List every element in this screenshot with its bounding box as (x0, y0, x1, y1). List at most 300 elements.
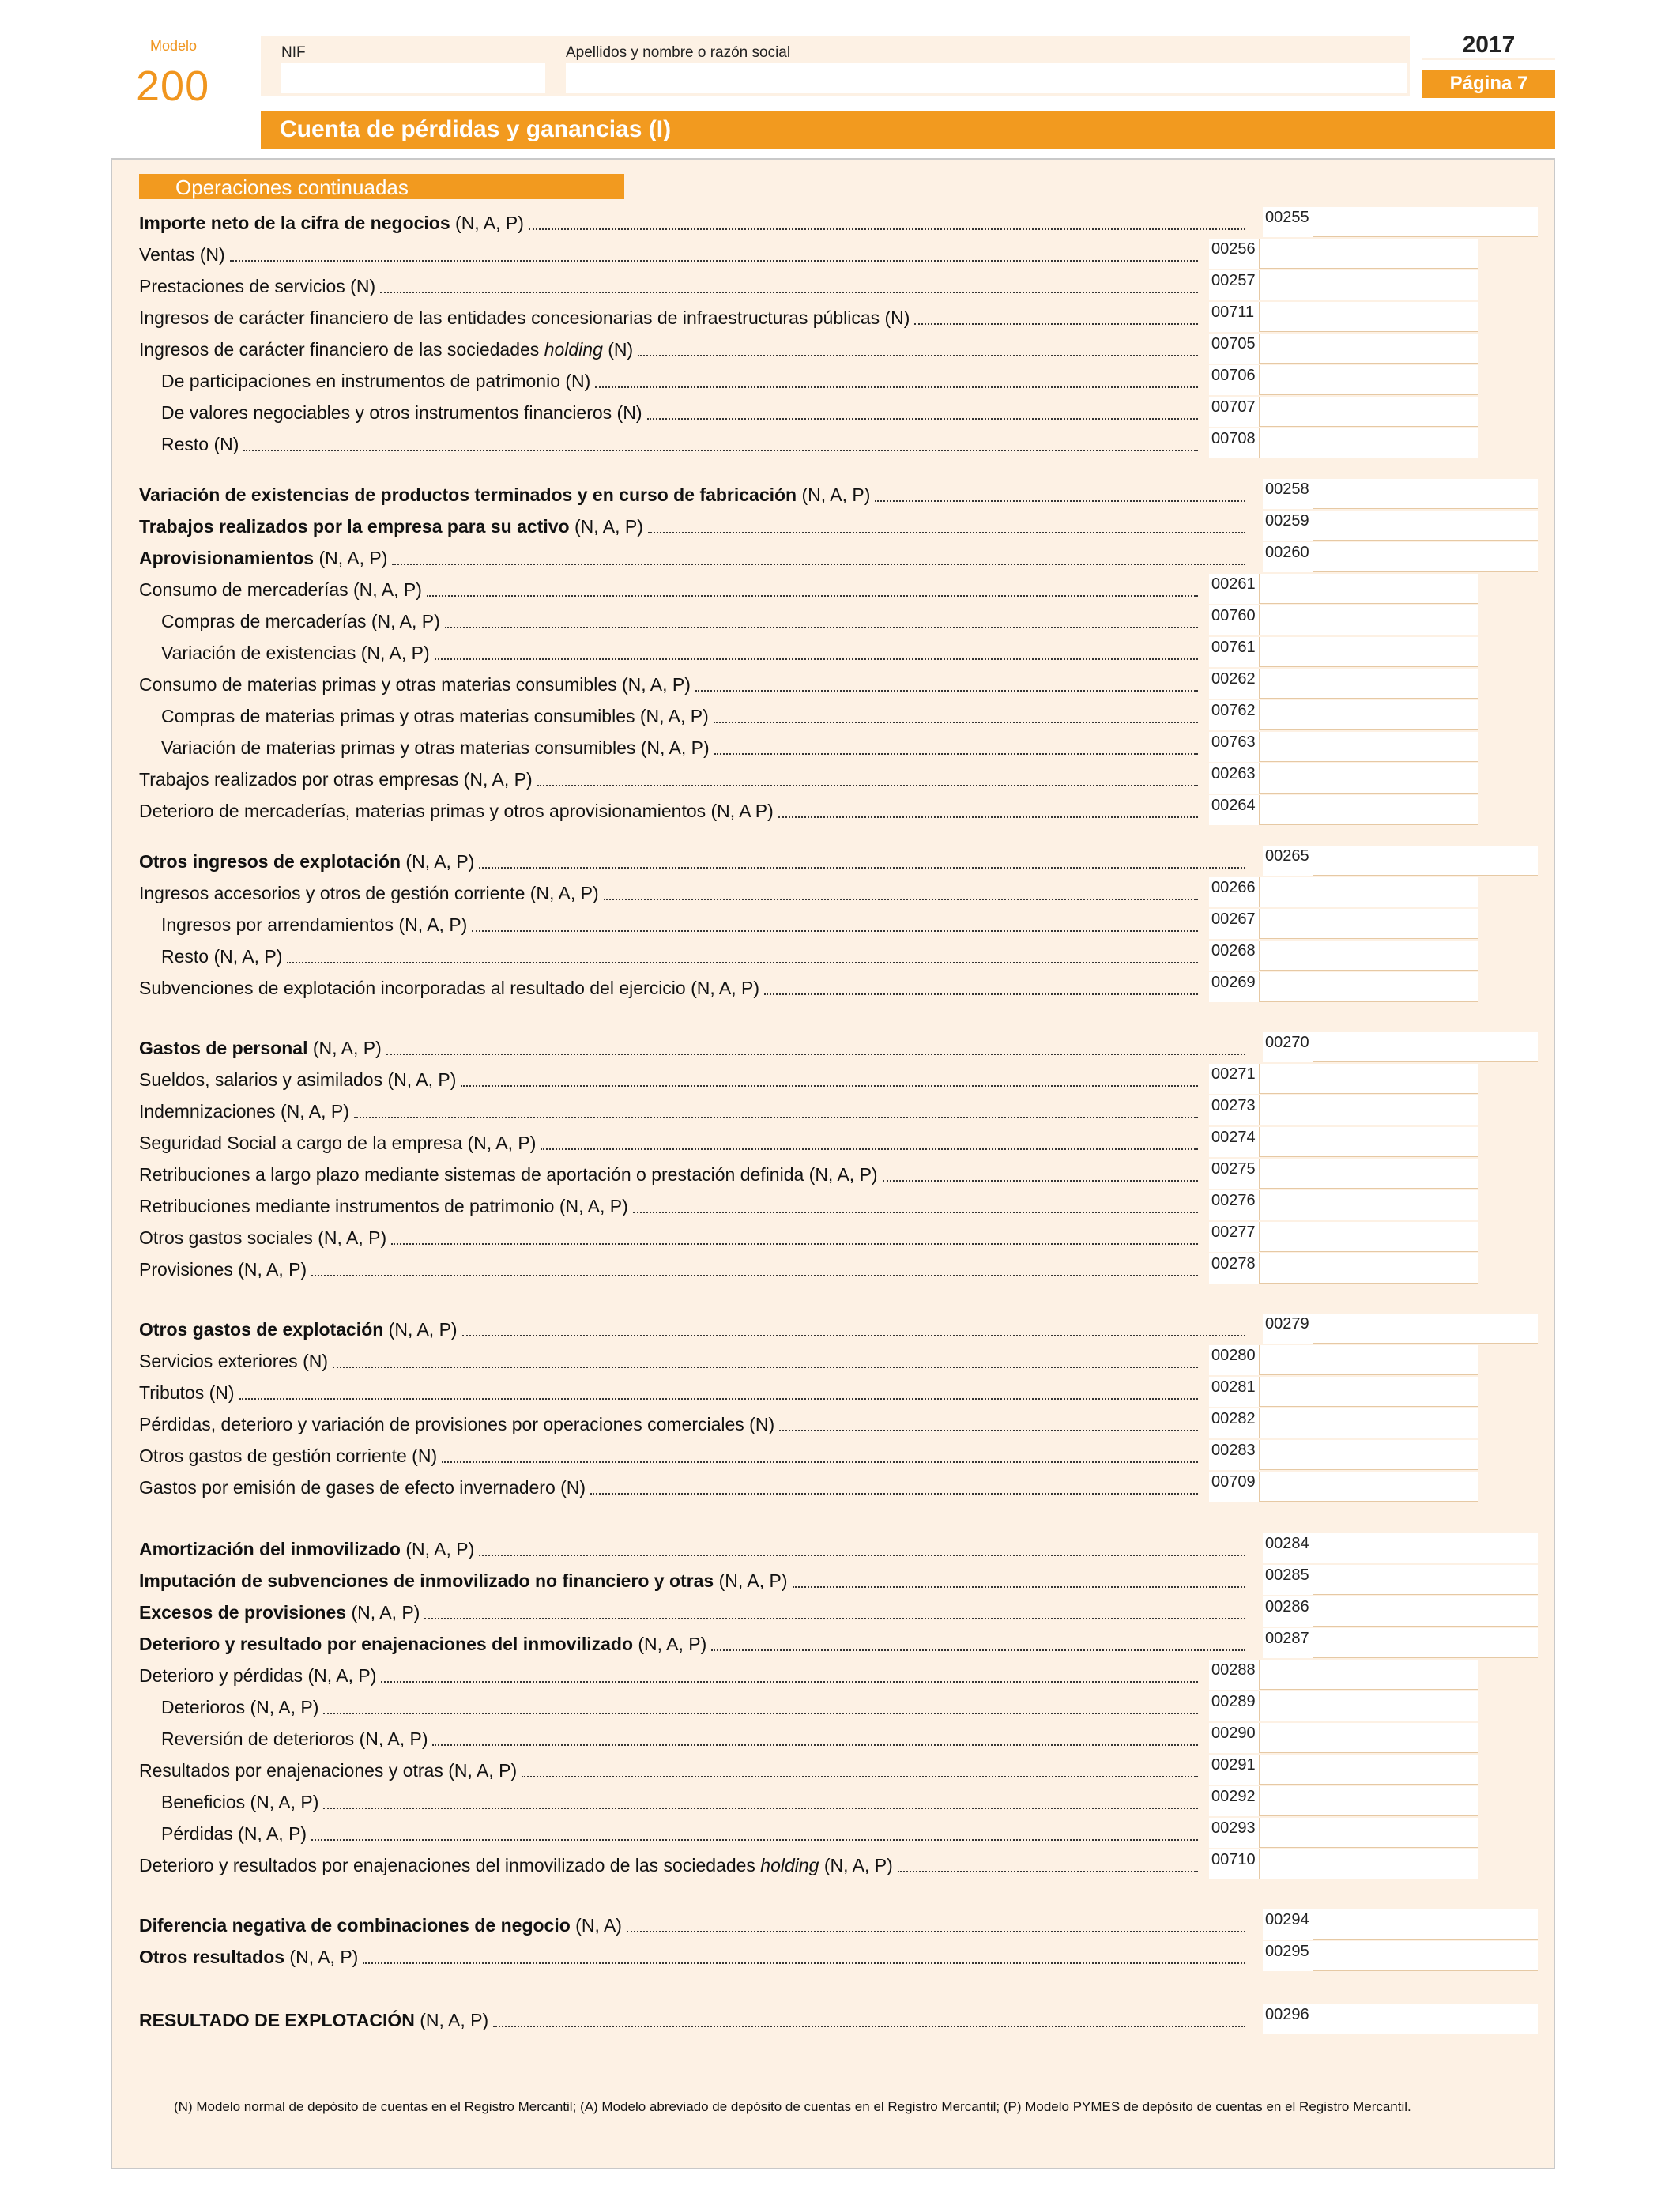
box-code: 00269 (1209, 972, 1260, 1002)
row-label-text: Variación de materias primas y otras materias consumibles (N, A, P) (161, 737, 710, 758)
amount-field-00709[interactable] (1260, 1472, 1478, 1502)
amount-field-00265[interactable] (1313, 846, 1538, 876)
row-label-text: Deterioro y pérdidas (N, A, P) (139, 1665, 377, 1686)
row-label (139, 1038, 382, 1059)
box-code: 00261 (1209, 574, 1260, 604)
amount-field-00278[interactable] (1260, 1253, 1478, 1284)
row-label (161, 946, 282, 967)
row-label (139, 1196, 628, 1217)
form-row-00709 (0, 1472, 1680, 1502)
row-label-text: De valores negociables y otros instrumentos financieros (N) (161, 402, 642, 423)
row-label-text: Resultados por enajenaciones y otras (N, A, P) (139, 1760, 518, 1781)
form-row-00706 (0, 365, 1680, 395)
form-row-00262 (0, 669, 1680, 699)
page-number: Página 7 (1422, 70, 1555, 98)
box-code: 00271 (1209, 1064, 1260, 1094)
row-label (139, 1414, 774, 1435)
leader-dots (493, 2026, 1245, 2027)
box-code: 00273 (1209, 1095, 1260, 1125)
leader-dots (445, 627, 1198, 628)
box-code: 00266 (1209, 877, 1260, 907)
form-row-00762 (0, 700, 1680, 730)
amount-field-00705[interactable] (1260, 334, 1478, 364)
amount-field-00288[interactable] (1260, 1660, 1478, 1690)
row-label (161, 371, 590, 392)
row-label-text: Ingresos accesorios y otros de gestión corriente (N, A, P) (139, 883, 599, 903)
box-code: 00709 (1209, 1472, 1260, 1502)
amount-field-00268[interactable] (1260, 941, 1478, 971)
form-row-00288 (0, 1660, 1680, 1690)
row-label-text: Pérdidas (N, A, P) (161, 1823, 307, 1844)
row-label (139, 1915, 622, 1936)
box-code: 00294 (1263, 1909, 1313, 1940)
row-label-text: Ingresos por arrendamientos (N, A, P) (161, 914, 468, 935)
amount-field-00271[interactable] (1260, 1064, 1478, 1094)
row-label-text: Otros gastos de gestión corriente (N) (139, 1446, 438, 1466)
row-label-bold: Deterioro y resultado por enajenaciones del inmovilizado (139, 1634, 633, 1654)
box-code: 00291 (1209, 1755, 1260, 1785)
row-label-text: Indemnizaciones (N, A, P) (139, 1101, 349, 1122)
row-label (139, 1570, 788, 1592)
row-label-suffix: (N, A, P) (400, 1539, 475, 1559)
box-code: 00260 (1263, 542, 1313, 572)
box-code: 00282 (1209, 1408, 1260, 1438)
row-label-text: Seguridad Social a cargo de la empresa (N, A, P) (139, 1133, 537, 1153)
form-row-00760 (0, 605, 1680, 635)
leader-dots (392, 564, 1245, 565)
form-row-00268 (0, 941, 1680, 971)
amount-field-00274[interactable] (1260, 1127, 1478, 1157)
nombre-field[interactable] (566, 63, 1407, 93)
row-label-suffix: (N, A, P) (797, 484, 871, 505)
form-row-00266 (0, 877, 1680, 907)
row-label-text: Reversión de deterioros (N, A, P) (161, 1728, 428, 1749)
form-row-00275 (0, 1159, 1680, 1189)
box-code: 00278 (1209, 1253, 1260, 1284)
amount-field-00706[interactable] (1260, 365, 1478, 395)
leader-dots (648, 532, 1245, 533)
box-code: 00283 (1209, 1440, 1260, 1470)
row-label (139, 1602, 420, 1623)
form-row-00267 (0, 909, 1680, 939)
row-label (139, 1446, 437, 1467)
form-row-00256 (0, 239, 1680, 269)
leader-dots (595, 386, 1198, 388)
row-label-suffix: (N, A, P) (569, 516, 643, 537)
leader-dots (363, 1962, 1245, 1964)
row-label-bold: Diferencia negativa de combinaciones de negocio (139, 1915, 571, 1936)
row-label (139, 1477, 586, 1498)
leader-dots (435, 658, 1198, 660)
box-code: 00705 (1209, 334, 1260, 364)
leader-dots (604, 899, 1198, 900)
form-row-00290 (0, 1723, 1680, 1753)
row-label-bold: Otros ingresos de explotación (139, 851, 401, 872)
row-label (161, 1792, 318, 1813)
form-row-00289 (0, 1691, 1680, 1721)
amount-field-00264[interactable] (1260, 795, 1478, 825)
nombre-label: Apellidos y nombre o razón social (566, 44, 791, 61)
amount-field-00284[interactable] (1313, 1533, 1538, 1563)
form-row-00707 (0, 397, 1680, 427)
row-label-text: Pérdidas, deterioro y variación de provisiones por operaciones comerciales (N) (139, 1414, 775, 1434)
row-label-bold: Gastos de personal (139, 1038, 308, 1058)
row-label (139, 801, 774, 822)
form-row-00763 (0, 732, 1680, 762)
amount-field-00257[interactable] (1260, 270, 1478, 300)
form-row-00284 (0, 1533, 1680, 1563)
amount-field-00273[interactable] (1260, 1095, 1478, 1125)
box-code: 00259 (1263, 511, 1313, 541)
form-row-00274 (0, 1127, 1680, 1157)
leader-dots (627, 1931, 1245, 1932)
amount-field-00276[interactable] (1260, 1190, 1478, 1220)
box-code: 00264 (1209, 795, 1260, 825)
amount-field-00295[interactable] (1313, 1941, 1538, 1971)
form-row-00294 (0, 1909, 1680, 1940)
modelo-label: Modelo (150, 38, 198, 54)
box-code: 00279 (1263, 1314, 1313, 1344)
row-label (139, 883, 599, 904)
form-row-00282 (0, 1408, 1680, 1438)
amount-field-00267[interactable] (1260, 909, 1478, 939)
leader-dots (386, 1054, 1245, 1055)
amount-field-00281[interactable] (1260, 1377, 1478, 1407)
form-row-00260 (0, 542, 1680, 572)
row-label-suffix: (N, A, P) (307, 1038, 382, 1058)
row-label-text: Consumo de materias primas y otras materias consumibles (N, A, P) (139, 674, 691, 695)
row-label (139, 276, 375, 297)
row-label-text: Compras de materias primas y otras materias consumibles (N, A, P) (161, 706, 709, 726)
leader-dots (311, 1275, 1198, 1276)
box-code: 00258 (1263, 479, 1313, 509)
amount-field-00260[interactable] (1313, 542, 1538, 572)
form-row-00271 (0, 1064, 1680, 1094)
form-row-00263 (0, 763, 1680, 794)
row-label-suffix: (N, A, P) (714, 1570, 788, 1591)
row-label (139, 1539, 474, 1560)
amount-field-00292[interactable] (1260, 1786, 1478, 1816)
row-label-suffix: (N, A, P) (450, 213, 524, 233)
form-row-00296 (0, 2004, 1680, 2034)
leader-dots (432, 1744, 1198, 1746)
amount-field-00294[interactable] (1313, 1909, 1538, 1940)
leader-dots (333, 1367, 1198, 1368)
amount-field-00283[interactable] (1260, 1440, 1478, 1470)
leader-dots (424, 1618, 1245, 1619)
row-label (161, 1823, 307, 1845)
leader-dots (354, 1117, 1198, 1118)
row-label (139, 1069, 456, 1091)
row-label-bold: Importe neto de la cifra de negocios (139, 213, 450, 233)
form-row-00708 (0, 428, 1680, 458)
row-label (139, 1101, 349, 1122)
row-label-text: Consumo de mercaderías (N, A, P) (139, 579, 422, 600)
form-row-00761 (0, 637, 1680, 667)
amount-field-00262[interactable] (1260, 669, 1478, 699)
row-label (139, 1351, 328, 1372)
nif-box (261, 36, 548, 96)
row-label-text: Resto (N) (161, 434, 239, 454)
row-label-suffix: (N, A, P) (819, 1855, 893, 1875)
row-label-suffix: (N, A, P) (633, 1634, 707, 1654)
row-label (139, 579, 422, 601)
row-label (139, 1164, 878, 1186)
row-label-bold: Variación de existencias de productos terminados y en curso de fabricación (139, 484, 797, 505)
row-label-suffix: (N) (602, 339, 634, 360)
form-row-00287 (0, 1628, 1680, 1658)
box-code: 00280 (1209, 1345, 1260, 1375)
form-row-00295 (0, 1941, 1680, 1971)
box-code: 00263 (1209, 763, 1260, 794)
row-label-text: Servicios exteriores (N) (139, 1351, 328, 1371)
row-label-bold: Amortización del inmovilizado (139, 1539, 401, 1559)
box-code: 00760 (1209, 605, 1260, 635)
row-label-text: Gastos por emisión de gases de efecto invernadero (N) (139, 1477, 586, 1498)
leader-dots (633, 1212, 1198, 1213)
amount-field-00762[interactable] (1260, 700, 1478, 730)
row-label-italic: holding (544, 339, 603, 360)
row-label-text: Deterioros (N, A, P) (161, 1697, 319, 1717)
row-label (139, 1665, 376, 1687)
amount-field-00287[interactable] (1313, 1628, 1538, 1658)
amount-field-00760[interactable] (1260, 605, 1478, 635)
row-label-suffix: (N, A, P) (284, 1947, 359, 1967)
row-label-suffix: (N, A, P) (401, 851, 475, 872)
row-label-text: Ventas (N) (139, 244, 225, 265)
box-code: 00295 (1263, 1941, 1313, 1971)
row-label-text: Resto (N, A, P) (161, 946, 283, 967)
amount-field-00710[interactable] (1260, 1849, 1478, 1879)
row-label (139, 1133, 536, 1154)
form-row-00705 (0, 334, 1680, 364)
row-label-bold: Otros resultados (139, 1947, 285, 1967)
form-row-00281 (0, 1377, 1680, 1407)
row-label-text: Provisiones (N, A, P) (139, 1259, 307, 1280)
row-label (139, 1319, 458, 1340)
amount-field-00270[interactable] (1313, 1032, 1538, 1062)
box-code: 00710 (1209, 1849, 1260, 1879)
row-label-suffix: (N, A) (570, 1915, 622, 1936)
row-label-suffix: (N, A, P) (383, 1319, 458, 1340)
box-code: 00262 (1209, 669, 1260, 699)
row-label-text: Retribuciones mediante instrumentos de patrimonio (N, A, P) (139, 1196, 628, 1216)
box-code: 00296 (1263, 2004, 1313, 2034)
amount-field-00258[interactable] (1313, 479, 1538, 509)
amount-field-00296[interactable] (1313, 2004, 1538, 2034)
row-label-text: Compras de mercaderías (N, A, P) (161, 611, 440, 631)
row-label (139, 1259, 307, 1280)
row-label (161, 1728, 428, 1750)
amount-field-00263[interactable] (1260, 763, 1478, 794)
leader-dots (529, 228, 1245, 230)
row-label (161, 737, 710, 759)
box-code: 00275 (1209, 1159, 1260, 1189)
row-label (139, 1760, 517, 1781)
box-code: 00293 (1209, 1818, 1260, 1848)
form-row-00270 (0, 1032, 1680, 1062)
leader-dots (462, 1335, 1245, 1336)
amount-field-00763[interactable] (1260, 732, 1478, 762)
row-label-bold: Otros gastos de explotación (139, 1319, 384, 1340)
leader-dots (479, 867, 1245, 869)
amount-field-00285[interactable] (1313, 1565, 1538, 1595)
amount-field-00711[interactable] (1260, 302, 1478, 332)
row-label-text: Variación de existencias (N, A, P) (161, 643, 430, 663)
amount-field-00259[interactable] (1313, 511, 1538, 541)
box-code: 00292 (1209, 1786, 1260, 1816)
leader-dots (541, 1148, 1198, 1150)
amount-field-00255[interactable] (1313, 207, 1538, 237)
row-label (139, 674, 691, 696)
form-row-00264 (0, 795, 1680, 825)
row-label-text: Deterioro de mercaderías, materias primas y otros aprovisionamientos (N, A P) (139, 801, 774, 821)
amount-field-00266[interactable] (1260, 877, 1478, 907)
amount-field-00277[interactable] (1260, 1222, 1478, 1252)
box-code: 00274 (1209, 1127, 1260, 1157)
leader-dots (714, 722, 1198, 723)
box-code: 00257 (1209, 270, 1260, 300)
leader-dots (537, 785, 1198, 786)
leader-dots (695, 690, 1198, 692)
amount-field-00261[interactable] (1260, 574, 1478, 604)
leader-dots (472, 930, 1198, 932)
amount-field-00291[interactable] (1260, 1755, 1478, 1785)
box-code: 00287 (1263, 1628, 1313, 1658)
box-code: 00761 (1209, 637, 1260, 667)
row-label (139, 244, 225, 266)
leader-dots (381, 1681, 1198, 1683)
box-code: 00288 (1209, 1660, 1260, 1690)
leader-dots (875, 500, 1245, 502)
nif-label: NIF (281, 44, 306, 61)
row-label (139, 1947, 358, 1968)
leader-dots (793, 1586, 1245, 1588)
leader-dots (711, 1649, 1245, 1651)
box-code: 00707 (1209, 397, 1260, 427)
amount-field-00708[interactable] (1260, 428, 1478, 458)
form-row-00277 (0, 1222, 1680, 1252)
box-code: 00256 (1209, 239, 1260, 269)
row-label (139, 1634, 706, 1655)
amount-field-00293[interactable] (1260, 1818, 1478, 1848)
row-label (161, 611, 440, 632)
row-label-italic: holding (760, 1855, 819, 1875)
leader-dots (764, 993, 1198, 995)
amount-field-00279[interactable] (1313, 1314, 1538, 1344)
form-row-00292 (0, 1786, 1680, 1816)
leader-dots (380, 292, 1198, 293)
amount-field-00275[interactable] (1260, 1159, 1478, 1189)
form-row-00710 (0, 1849, 1680, 1879)
amount-field-00269[interactable] (1260, 972, 1478, 1002)
row-label-text: Deterioro y resultados por enajenaciones del inmovilizado de las sociedades (139, 1855, 761, 1875)
box-code: 00762 (1209, 700, 1260, 730)
leader-dots (230, 260, 1198, 262)
form-row-00283 (0, 1440, 1680, 1470)
section-tag: Operaciones continuadas (139, 174, 624, 199)
box-code: 00270 (1263, 1032, 1313, 1062)
amount-field-00256[interactable] (1260, 239, 1478, 269)
form-row-00276 (0, 1190, 1680, 1220)
row-label-bold: Excesos de provisiones (139, 1602, 347, 1623)
form-row-00265 (0, 846, 1680, 876)
leader-dots (638, 355, 1198, 356)
leader-dots (287, 962, 1198, 963)
form-row-00278 (0, 1253, 1680, 1284)
row-label (161, 434, 239, 455)
form-row-00261 (0, 574, 1680, 604)
row-label-suffix: (N, A, P) (414, 2010, 489, 2030)
form-row-00258 (0, 479, 1680, 509)
row-label (139, 851, 474, 873)
leader-dots (647, 418, 1198, 420)
row-label-text: Ingresos de carácter financiero de las entidades concesionarias de infraestructuras públicas (N) (139, 307, 910, 328)
leader-dots (914, 323, 1198, 325)
box-code: 00268 (1209, 941, 1260, 971)
amount-field-00286[interactable] (1313, 1596, 1538, 1627)
leader-dots (883, 1180, 1198, 1182)
row-label (139, 1855, 893, 1876)
row-label (139, 307, 910, 329)
row-label (139, 1382, 235, 1404)
nif-field[interactable] (281, 63, 545, 93)
row-label (161, 643, 430, 664)
row-label-text: De participaciones en instrumentos de patrimonio (N) (161, 371, 591, 391)
leader-dots (714, 753, 1198, 755)
footnote: (N) Modelo normal de depósito de cuentas en el Registro Mercantil; (A) Modelo abreviado de depósito de cuentas en el Registro Mercantil; (P) Modelo PYMES de depósito de cuentas en el Registro Mercantil. (174, 2099, 1411, 2114)
row-label-bold: Trabajos realizados por la empresa para su activo (139, 516, 570, 537)
row-label (161, 1697, 318, 1718)
row-label-suffix: (N, A, P) (314, 548, 388, 568)
form-row-00259 (0, 511, 1680, 541)
leader-dots (323, 1713, 1198, 1714)
amount-field-00280[interactable] (1260, 1345, 1478, 1375)
amount-field-00290[interactable] (1260, 1723, 1478, 1753)
row-label-text: Beneficios (N, A, P) (161, 1792, 319, 1812)
leader-dots (898, 1871, 1198, 1872)
form-row-00711 (0, 302, 1680, 332)
row-label-bold: RESULTADO DE EXPLOTACIÓN (139, 2010, 415, 2030)
row-label-text: Ingresos de carácter financiero de las sociedades (139, 339, 544, 360)
row-label (139, 2010, 488, 2031)
form-row-00279 (0, 1314, 1680, 1344)
form-row-00286 (0, 1596, 1680, 1627)
box-code: 00763 (1209, 732, 1260, 762)
page-title: Cuenta de pérdidas y ganancias (I) (261, 111, 1555, 149)
row-label-text: Otros gastos sociales (N, A, P) (139, 1227, 387, 1248)
box-code: 00289 (1209, 1691, 1260, 1721)
amount-field-00289[interactable] (1260, 1691, 1478, 1721)
amount-field-00761[interactable] (1260, 637, 1478, 667)
box-code: 00285 (1263, 1565, 1313, 1595)
box-code: 00708 (1209, 428, 1260, 458)
amount-field-00707[interactable] (1260, 397, 1478, 427)
leader-dots (778, 816, 1198, 818)
row-label (139, 516, 643, 537)
form-row-00280 (0, 1345, 1680, 1375)
form-row-00257 (0, 270, 1680, 300)
row-label-text: Subvenciones de explotación incorporadas al resultado del ejercicio (N, A, P) (139, 978, 759, 998)
row-label (161, 706, 709, 727)
row-label (139, 1227, 386, 1249)
modelo-number: 200 (136, 62, 210, 110)
row-label (139, 769, 533, 790)
box-code: 00284 (1263, 1533, 1313, 1563)
amount-field-00282[interactable] (1260, 1408, 1478, 1438)
box-code: 00277 (1209, 1222, 1260, 1252)
box-code: 00290 (1209, 1723, 1260, 1753)
